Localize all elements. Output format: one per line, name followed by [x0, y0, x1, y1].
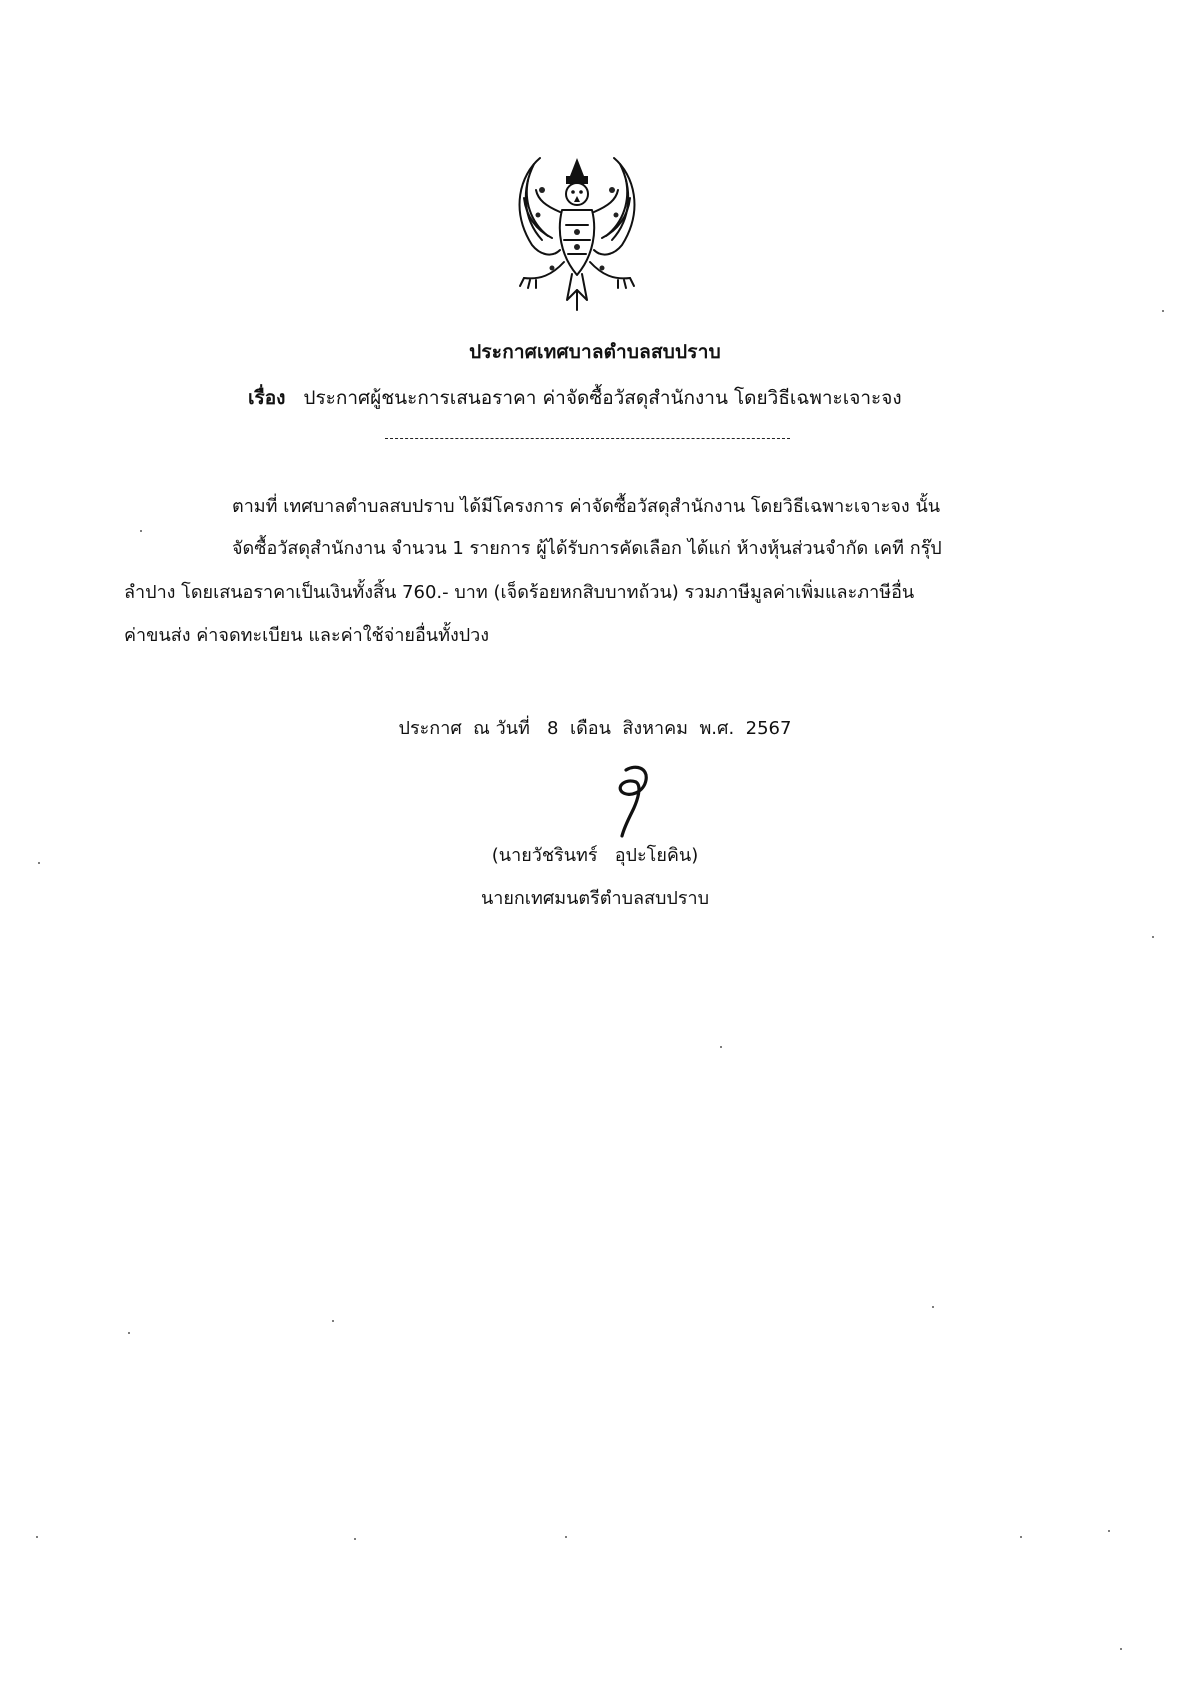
scan-speck	[38, 862, 40, 864]
scan-speck	[1120, 1648, 1122, 1650]
scan-speck	[36, 1536, 38, 1538]
scan-speck	[1020, 1536, 1022, 1538]
scan-speck	[354, 1538, 356, 1540]
scan-speck	[140, 530, 142, 532]
document-title: ประกาศเทศบาลตำบลสบปราบ	[469, 341, 721, 363]
body-line-3: ลำปาง โดยเสนอราคาเป็นเงินทั้งสิ้น 760.- บาท (เจ็ดร้อยหกสิบบาทถ้วน) รวมภาษีมูลค่าเพิ่มและภาษีอื่น	[124, 582, 915, 603]
signer-title: นายกเทศมนตรีตำบลสบปราบ	[480, 888, 710, 909]
body-line-2: จัดซื้อวัสดุสำนักงาน จำนวน 1 รายการ ผู้ได้รับการคัดเลือก ได้แก่ ห้างหุ้นส่วนจำกัด เคที กรุ๊ป	[232, 538, 942, 559]
body-line-1: ตามที่ เทศบาลตำบลสบปราบ ได้มีโครงการ ค่าจัดซื้อวัสดุสำนักงาน โดยวิธีเฉพาะเจาะจง นั้น	[232, 496, 941, 517]
scan-speck	[1152, 936, 1154, 938]
garuda-emblem-icon	[502, 150, 652, 320]
signer-name: (นายวัชรินทร์ อุปะโยคิน)	[491, 845, 699, 866]
announcement-date: ประกาศ ณ วันที่ 8 เดือน สิงหาคม พ.ศ. 2567	[398, 718, 792, 739]
subject-label: เรื่อง	[248, 387, 286, 409]
subject-text: ประกาศผู้ชนะการเสนอราคา ค่าจัดซื้อวัสดุสำนักงาน โดยวิธีเฉพาะเจาะจง	[303, 387, 902, 409]
scan-speck	[332, 1320, 334, 1322]
scan-speck	[720, 1046, 722, 1048]
scan-speck	[932, 1306, 934, 1308]
scan-speck	[565, 1536, 567, 1538]
handwritten-signature	[596, 760, 666, 840]
header-divider	[385, 438, 790, 439]
subject-line	[248, 383, 902, 413]
scan-speck	[1162, 310, 1164, 312]
scan-speck	[1108, 1530, 1110, 1532]
body-line-4: ค่าขนส่ง ค่าจดทะเบียน และค่าใช้จ่ายอื่นทั้งปวง	[124, 625, 490, 646]
scan-speck	[128, 1332, 130, 1334]
